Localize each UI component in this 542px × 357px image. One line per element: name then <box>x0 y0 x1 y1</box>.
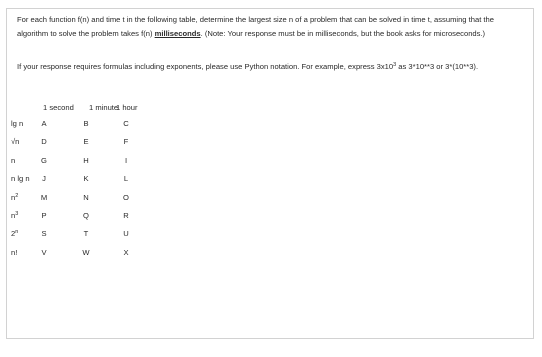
function-label <box>11 211 18 221</box>
answer-cell: N <box>83 192 89 202</box>
question-panel <box>6 8 534 339</box>
answer-cell: Q <box>83 211 89 220</box>
function-label <box>11 174 30 184</box>
function-label <box>11 248 17 258</box>
answer-cell: T <box>83 229 89 239</box>
answer-cell: G <box>41 155 47 165</box>
function-base: n <box>11 155 16 165</box>
column-header: 1 minute <box>89 103 119 112</box>
answer-cell: H <box>83 155 89 165</box>
function-label <box>11 119 23 129</box>
function-exponent: 2 <box>15 192 19 199</box>
instructions-note: . (Note: Your response must be in milliseconds, but the book asks for microseconds.) <box>200 28 486 38</box>
answer-cell: I <box>124 155 128 165</box>
function-base: √n <box>11 137 20 147</box>
answer-cell: W <box>82 247 90 257</box>
milliseconds-emphasis: milliseconds <box>154 28 201 38</box>
answer-cell: L <box>123 174 129 184</box>
exponent-superscript: 3 <box>393 62 397 68</box>
answer-cell: K <box>83 174 89 184</box>
answer-cell: P <box>41 211 47 220</box>
function-base: 2 <box>11 229 16 239</box>
notation-instructions <box>17 60 527 74</box>
answer-cell: O <box>123 192 129 202</box>
answer-cell: S <box>41 229 47 239</box>
notation-text: If your response requires formulas including exponents, please use Python notation. For example, express 3x10 <box>17 62 394 71</box>
column-header: 1 hour <box>116 103 138 112</box>
function-base: n <box>11 192 16 202</box>
answer-cell: U <box>123 229 129 239</box>
function-label <box>11 193 18 203</box>
function-label <box>11 229 18 239</box>
function-base: lg n <box>11 119 24 128</box>
function-exponent: n <box>15 229 19 236</box>
column-header: 1 second <box>43 103 74 112</box>
function-exponent: 3 <box>15 211 19 217</box>
function-base: n! <box>11 247 18 257</box>
answer-cell: J <box>42 174 46 184</box>
answer-cell: X <box>123 247 129 257</box>
answer-cell: A <box>41 119 47 128</box>
instructions-text: For each function f(n) and time t in the following table, determine the largest size n of a problem that can be solved in time t, assuming that the algorithm to solve the problem takes f(n) <box>17 15 494 38</box>
answer-cell: M <box>40 192 48 202</box>
function-base: n lg n <box>11 174 30 184</box>
notation-example: as 3*10**3 or 3*(10**3). <box>396 62 479 71</box>
answer-cell: B <box>83 119 89 128</box>
function-label <box>11 137 19 147</box>
function-label <box>11 156 15 166</box>
function-base: n <box>11 211 16 220</box>
answer-cell: E <box>83 137 89 147</box>
answer-cell: V <box>41 247 47 257</box>
question-instructions <box>17 13 527 40</box>
answer-cell: R <box>123 211 129 220</box>
answer-cell: C <box>123 119 129 128</box>
answer-cell: D <box>41 137 47 147</box>
answer-cell: F <box>123 137 129 147</box>
